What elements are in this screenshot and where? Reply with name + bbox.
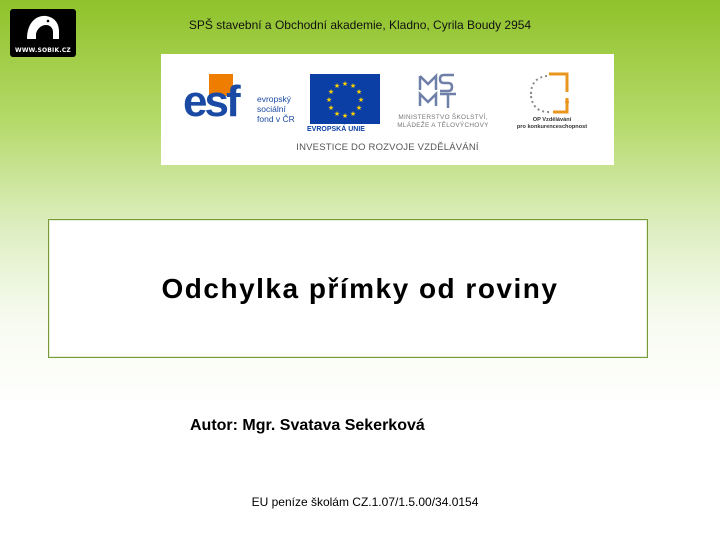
esf-logo-word: esf bbox=[183, 77, 238, 126]
svg-text:★: ★ bbox=[327, 104, 335, 112]
svg-text:★: ★ bbox=[355, 88, 363, 96]
investice-caption: INVESTICE DO ROZVOJE VZDĚLÁVÁNÍ bbox=[296, 142, 479, 153]
svg-text:★: ★ bbox=[341, 80, 349, 88]
msmt-logo-icon bbox=[416, 72, 466, 110]
slide-title: Odchylka přímky od roviny bbox=[161, 273, 559, 304]
op-caption bbox=[507, 117, 597, 131]
logo-url: WWW.SOBIK.CZ bbox=[15, 47, 71, 54]
project-code: EU peníze školám CZ.1.07/1.5.00/34.0154 bbox=[251, 495, 479, 509]
funding-banner bbox=[161, 54, 614, 165]
msmt-caption-line: MINISTERSTVO ŠKOLSTVÍ, bbox=[398, 114, 488, 121]
svg-text:★: ★ bbox=[327, 88, 335, 96]
school-header: SPŠ stavební a Obchodní akademie, Kladno, Cyrila Boudy 2954 bbox=[188, 18, 532, 32]
esf-caption bbox=[257, 94, 295, 124]
msmt-caption bbox=[385, 114, 501, 130]
author-line: Autor: Mgr. Svatava Sekerková bbox=[190, 417, 425, 434]
svg-text:★: ★ bbox=[349, 82, 357, 90]
esf-caption-line: sociální bbox=[257, 104, 286, 114]
eu-flag-icon bbox=[310, 74, 380, 124]
op-logo-icon bbox=[527, 72, 571, 116]
msmt-caption-line: MLÁDEŽE A TĚLOVÝCHOVY bbox=[397, 122, 489, 129]
svg-text:★: ★ bbox=[333, 110, 341, 118]
svg-text:★: ★ bbox=[333, 82, 341, 90]
svg-text:★: ★ bbox=[355, 104, 363, 112]
eu-caption: EVROPSKÁ UNIE bbox=[307, 126, 365, 133]
esf-caption-line: fond v ČR bbox=[257, 114, 295, 124]
op-caption-line: OP Vzdělávání bbox=[532, 117, 572, 123]
svg-text:★: ★ bbox=[349, 110, 357, 118]
esf-caption-line: evropský bbox=[257, 94, 292, 104]
svg-text:★: ★ bbox=[325, 96, 333, 104]
svg-text:★: ★ bbox=[341, 112, 349, 120]
sobik-logo bbox=[10, 9, 76, 57]
svg-text:★: ★ bbox=[357, 96, 365, 104]
op-caption-line: pro konkurenceschopnost bbox=[516, 124, 588, 130]
